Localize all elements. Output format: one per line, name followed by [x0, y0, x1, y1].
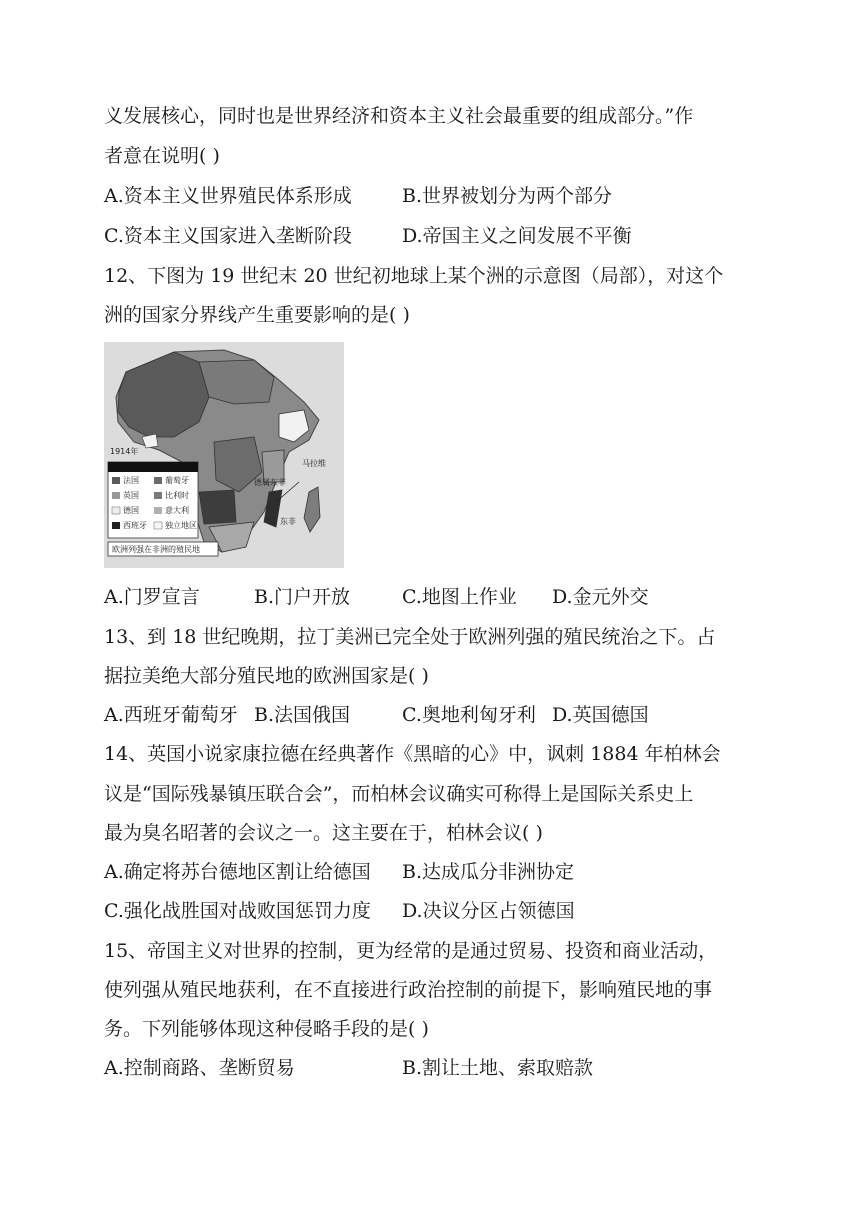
legend-portugal: 葡萄牙	[165, 476, 189, 485]
q12-stem-line2: 洲的国家分界线产生重要影响的是( )	[104, 304, 410, 326]
q14-option-b: B.达成瓜分非洲协定	[402, 861, 575, 883]
q15-stem-line3: 务。下列能够体现这种侵略手段的是( )	[104, 1018, 429, 1040]
q14-stem-line1: 14、英国小说家康拉德在经典著作《黑暗的心》中，讽刺 1884 年柏林会	[104, 743, 721, 765]
q13-option-b: B.法国俄国	[254, 704, 351, 726]
legend-spain: 西班牙	[123, 521, 147, 530]
africa-colonial-map	[104, 342, 344, 568]
legend-independent: 独立地区	[165, 521, 197, 530]
q13-option-c: C.奥地利匈牙利	[402, 704, 536, 726]
q13-stem-line2: 据拉美绝大部分殖民地的欧洲国家是( )	[104, 665, 429, 687]
legend-britain: 英国	[123, 491, 139, 500]
map-label-east-africa: 东非	[280, 517, 296, 526]
q11-stem-line1: 义发展核心，同时也是世界经济和资本主义社会最重要的组成部分。”作	[104, 105, 694, 127]
q13-stem-line1: 13、到 18 世纪晚期，拉丁美洲已完全处于欧洲列强的殖民统治之下。占	[104, 626, 716, 648]
q11-option-c: C.资本主义国家进入垄断阶段	[104, 225, 352, 247]
q13-option-a: A.西班牙葡萄牙	[104, 704, 238, 726]
q12-option-c: C.地图上作业	[402, 586, 517, 608]
legend-italy: 意大利	[165, 506, 189, 515]
q12-option-a: A.门罗宣言	[104, 586, 200, 608]
q11-option-d: D.帝国主义之间发展不平衡	[402, 225, 632, 247]
q14-option-c: C.强化战胜国对战败国惩罚力度	[104, 900, 371, 922]
q11-option-a: A.资本主义世界殖民体系形成	[104, 185, 352, 207]
legend-france: 法国	[123, 476, 139, 485]
q15-option-b: B.割让土地、索取赔款	[402, 1057, 594, 1079]
legend-belgium: 比利时	[165, 491, 189, 500]
q12-stem-line1: 12、下图为 19 世纪末 20 世纪初地球上某个洲的示意图（局部），对这个	[104, 265, 724, 287]
q15-stem-line1: 15、帝国主义对世界的控制，更为经常的是通过贸易、投资和商业活动，	[104, 940, 718, 962]
q12-option-d: D.金元外交	[552, 586, 649, 608]
q12-option-b: B.门户开放	[254, 586, 351, 608]
q15-stem-line2: 使列强从殖民地获利，在不直接进行政治控制的前提下，影响殖民地的事	[104, 979, 713, 1001]
q11-option-b: B.世界被划分为两个部分	[402, 185, 613, 207]
q14-option-a: A.确定将苏台德地区割让给德国	[104, 861, 371, 883]
map-year-label: 1914年	[110, 447, 139, 456]
legend-germany: 德国	[123, 506, 139, 515]
q11-stem-line2: 者意在说明( )	[104, 145, 220, 167]
q14-stem-line2: 议是“国际残暴镇压联合会”，而柏林会议确实可称得上是国际关系史上	[104, 783, 694, 805]
q14-option-d: D.决议分区占领德国	[402, 900, 575, 922]
q15-option-a: A.控制商路、垄断贸易	[104, 1057, 295, 1079]
map-caption: 欧洲列强在非洲的殖民地	[112, 545, 200, 554]
map-label-malawi: 马拉维	[302, 459, 326, 468]
map-label-german-east-africa: 德属东非	[254, 478, 286, 487]
q14-stem-line3: 最为臭名昭著的会议之一。这主要在于，柏林会议( )	[104, 822, 543, 844]
q13-option-d: D.英国德国	[552, 704, 649, 726]
